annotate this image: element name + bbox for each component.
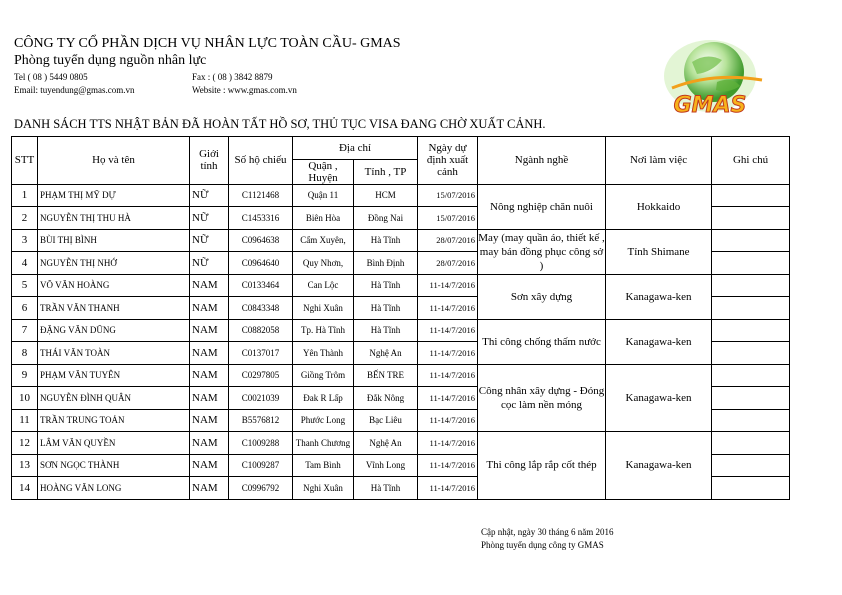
group-workplace: Kanagawa-ken — [606, 274, 712, 319]
row-note — [712, 252, 790, 275]
row-stt: 14 — [12, 477, 38, 500]
row-gender: NAM — [190, 342, 229, 365]
row-gender: NAM — [190, 297, 229, 320]
header-address: Địa chỉ — [293, 137, 418, 160]
row-passport: C1121468 — [229, 184, 293, 207]
row-passport: B5576812 — [229, 409, 293, 432]
trainee-table — [11, 136, 790, 500]
row-district: Tp. Hà Tĩnh — [293, 319, 354, 342]
row-province: Hà Tĩnh — [354, 229, 418, 252]
row-stt: 9 — [12, 364, 38, 387]
row-name: HOÀNG VĂN LONG — [38, 477, 190, 500]
row-name: BÙI THỊ BÌNH — [38, 229, 190, 252]
row-passport: C1009288 — [229, 432, 293, 455]
row-stt: 8 — [12, 342, 38, 365]
row-province: Bạc Liêu — [354, 409, 418, 432]
row-gender: NAM — [190, 364, 229, 387]
row-departure: 11-14/7/2016 — [418, 274, 478, 297]
row-passport: C0021039 — [229, 387, 293, 410]
row-gender: NỮ — [190, 184, 229, 207]
row-stt: 6 — [12, 297, 38, 320]
row-passport: C0137017 — [229, 342, 293, 365]
row-district: Quy Nhơn, — [293, 252, 354, 275]
row-district: Phước Long — [293, 409, 354, 432]
row-province: Đắk Nông — [354, 387, 418, 410]
row-passport: C1453316 — [229, 207, 293, 230]
row-name: NGUYỄN ĐÌNH QUÂN — [38, 387, 190, 410]
row-departure: 28/07/2016 — [418, 252, 478, 275]
email-address: Email: tuyendung@gmas.com.vn — [14, 85, 135, 95]
row-departure: 11-14/7/2016 — [418, 477, 478, 500]
row-gender: NAM — [190, 454, 229, 477]
header-name: Họ và tên — [38, 137, 190, 185]
row-province: Hà Tĩnh — [354, 319, 418, 342]
group-workplace: Kanagawa-ken — [606, 319, 712, 364]
svg-text:GMAS: GMAS — [673, 93, 747, 118]
row-departure: 11-14/7/2016 — [418, 387, 478, 410]
header-job: Ngành nghề — [478, 137, 606, 185]
row-gender: NỮ — [190, 207, 229, 230]
row-note — [712, 387, 790, 410]
group-job: Thi công chống thấm nước — [478, 319, 606, 364]
row-stt: 7 — [12, 319, 38, 342]
row-stt: 4 — [12, 252, 38, 275]
row-stt: 11 — [12, 409, 38, 432]
website-address: Website : www.gmas.com.vn — [192, 85, 297, 95]
header-departure: Ngày dự định xuất cảnh — [418, 137, 478, 185]
row-note — [712, 342, 790, 365]
signature: Phòng tuyển dụng công ty GMAS — [481, 540, 604, 550]
row-name: TRẦN VĂN THANH — [38, 297, 190, 320]
row-name: LÂM VĂN QUYỀN — [38, 432, 190, 455]
row-departure: 11-14/7/2016 — [418, 432, 478, 455]
row-note — [712, 229, 790, 252]
row-gender: NAM — [190, 409, 229, 432]
row-note — [712, 297, 790, 320]
table-row — [12, 364, 790, 387]
row-province: BẾN TRE — [354, 364, 418, 387]
row-gender: NAM — [190, 319, 229, 342]
row-note — [712, 207, 790, 230]
group-job: Công nhân xây dựng - Đóng cọc làm nền móng — [478, 364, 606, 432]
document-title: DANH SÁCH TTS NHẬT BẢN ĐÃ HOÀN TẤT HỒ SƠ, THỦ TỤC VISA ĐANG CHỜ XUẤT CẢNH. — [14, 117, 546, 131]
row-name: SƠN NGỌC THÀNH — [38, 454, 190, 477]
row-stt: 2 — [12, 207, 38, 230]
group-job: Sơn xây dựng — [478, 274, 606, 319]
row-note — [712, 432, 790, 455]
row-district: Đak R Lấp — [293, 387, 354, 410]
row-note — [712, 319, 790, 342]
row-district: Can Lộc — [293, 274, 354, 297]
update-date: Cập nhật, ngày 30 tháng 6 năm 2016 — [481, 527, 614, 537]
row-departure: 11-14/7/2016 — [418, 319, 478, 342]
header-district: Quận , Huyện — [293, 159, 354, 184]
row-stt: 5 — [12, 274, 38, 297]
row-province: Bình Định — [354, 252, 418, 275]
row-name: NGUYỄN THỊ THU HÀ — [38, 207, 190, 230]
row-district: Nghi Xuân — [293, 297, 354, 320]
row-gender: NAM — [190, 477, 229, 500]
row-district: Tam Bình — [293, 454, 354, 477]
gmas-logo — [652, 32, 772, 124]
row-note — [712, 454, 790, 477]
row-passport: C0843348 — [229, 297, 293, 320]
group-workplace: Tỉnh Shimane — [606, 229, 712, 274]
table-row — [12, 229, 790, 252]
row-departure: 11-14/7/2016 — [418, 364, 478, 387]
row-passport: C1009287 — [229, 454, 293, 477]
row-note — [712, 409, 790, 432]
row-stt: 13 — [12, 454, 38, 477]
row-province: Nghệ An — [354, 432, 418, 455]
row-departure: 11-14/7/2016 — [418, 454, 478, 477]
header-province: Tỉnh , TP — [354, 159, 418, 184]
row-name: NGUYỄN THỊ NHỚ — [38, 252, 190, 275]
row-name: THÁI VĂN TOÀN — [38, 342, 190, 365]
row-district: Quận 11 — [293, 184, 354, 207]
row-gender: NỮ — [190, 229, 229, 252]
company-name: CÔNG TY CỔ PHẦN DỊCH VỤ NHÂN LỰC TOÀN CẦU- GMAS — [14, 36, 401, 51]
row-departure: 11-14/7/2016 — [418, 297, 478, 320]
group-workplace: Hokkaido — [606, 184, 712, 229]
row-departure: 11-14/7/2016 — [418, 409, 478, 432]
row-departure: 28/07/2016 — [418, 229, 478, 252]
row-passport: C0964640 — [229, 252, 293, 275]
row-name: PHẠM VĂN TUYÊN — [38, 364, 190, 387]
row-gender: NAM — [190, 274, 229, 297]
row-note — [712, 274, 790, 297]
table-row — [12, 432, 790, 455]
row-stt: 10 — [12, 387, 38, 410]
group-workplace: Kanagawa-ken — [606, 364, 712, 432]
table-row — [12, 274, 790, 297]
row-province: Hà Tĩnh — [354, 274, 418, 297]
row-passport: C0297805 — [229, 364, 293, 387]
row-passport: C0964638 — [229, 229, 293, 252]
header-gender: Giới tính — [190, 137, 229, 185]
row-province: Nghệ An — [354, 342, 418, 365]
row-note — [712, 364, 790, 387]
row-province: Vĩnh Long — [354, 454, 418, 477]
group-workplace: Kanagawa-ken — [606, 432, 712, 500]
row-district: Biên Hòa — [293, 207, 354, 230]
row-passport: C0996792 — [229, 477, 293, 500]
row-district: Cẩm Xuyên, — [293, 229, 354, 252]
row-passport: C0133464 — [229, 274, 293, 297]
row-name: ĐẶNG VĂN DŨNG — [38, 319, 190, 342]
group-job: Thi công lắp rắp cốt thép — [478, 432, 606, 500]
row-note — [712, 184, 790, 207]
row-province: Hà Tĩnh — [354, 297, 418, 320]
table-row — [12, 319, 790, 342]
row-departure: 15/07/2016 — [418, 207, 478, 230]
row-district: Yên Thành — [293, 342, 354, 365]
row-province: Đồng Nai — [354, 207, 418, 230]
row-stt: 3 — [12, 229, 38, 252]
row-name: TRẦN TRUNG TOẢN — [38, 409, 190, 432]
row-gender: NỮ — [190, 252, 229, 275]
row-district: Giồng Trôm — [293, 364, 354, 387]
row-gender: NAM — [190, 432, 229, 455]
department-name: Phòng tuyển dụng nguồn nhân lực — [14, 53, 207, 68]
row-name: PHẠM THỊ MỸ DỰ — [38, 184, 190, 207]
group-job: Nông nghiệp chăn nuôi — [478, 184, 606, 229]
fax-number: Fax : ( 08 ) 3842 8879 — [192, 72, 273, 82]
header-stt: STT — [12, 137, 38, 185]
row-note — [712, 477, 790, 500]
header-workplace: Nơi làm việc — [606, 137, 712, 185]
row-district: Thanh Chương — [293, 432, 354, 455]
table-row — [12, 184, 790, 207]
group-job: May (may quần áo, thiết kế , may bán đồng phục công sở ) — [478, 229, 606, 274]
row-stt: 1 — [12, 184, 38, 207]
row-passport: C0882058 — [229, 319, 293, 342]
row-gender: NAM — [190, 387, 229, 410]
row-stt: 12 — [12, 432, 38, 455]
phone-number: Tel ( 08 ) 5449 0805 — [14, 72, 88, 82]
header-passport: Số hộ chiếu — [229, 137, 293, 185]
header-note: Ghi chú — [712, 137, 790, 185]
row-departure: 11-14/7/2016 — [418, 342, 478, 365]
row-province: HCM — [354, 184, 418, 207]
row-district: Nghi Xuân — [293, 477, 354, 500]
row-departure: 15/07/2016 — [418, 184, 478, 207]
row-name: VÕ VĂN HOÀNG — [38, 274, 190, 297]
row-province: Hà Tĩnh — [354, 477, 418, 500]
